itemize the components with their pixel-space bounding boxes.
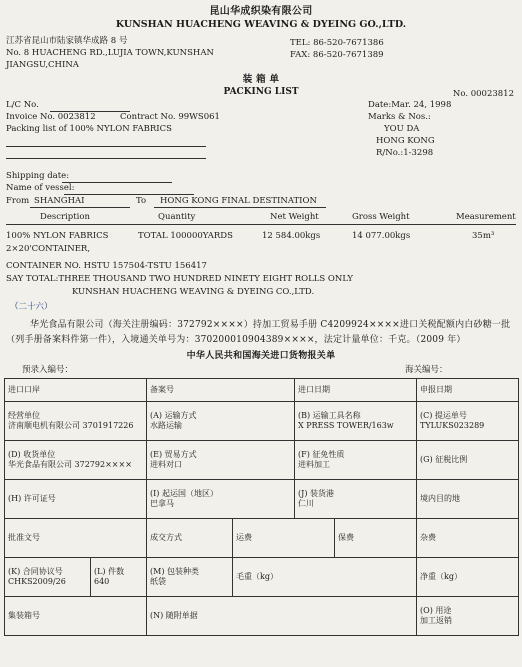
cell-gross-weight	[233, 558, 417, 597]
prerecord-no: 预录入编号：	[22, 365, 74, 375]
pieces-label: (L) 件数	[94, 567, 125, 576]
mark-you-da: YOU DA	[384, 124, 420, 134]
declaration-title: 中华人民共和国海关进口货物报关单	[186, 351, 336, 361]
packing-list-title-cn: 装 箱 单	[242, 74, 280, 85]
cell-pieces	[91, 558, 147, 597]
misc-label: 杂费	[420, 533, 437, 542]
col-description: Description	[40, 212, 90, 222]
declare-date-label: 申报日期	[420, 385, 453, 394]
container-number: CONTAINER NO. HSTU 157504-TSTU 156417	[6, 261, 207, 271]
cell-license-no	[5, 480, 147, 519]
cell-origin-country	[147, 480, 295, 519]
blank-line-2	[6, 158, 206, 159]
import-port-label: 进口口岸	[8, 385, 40, 394]
item-quantity: TOTAL 100000YARDS	[138, 231, 233, 241]
tax-nature-label: (F) 征免性质	[298, 450, 345, 459]
cell-container-no	[5, 597, 147, 636]
cell-bill-of-lading	[417, 402, 519, 441]
operator-label: 经营单位	[8, 411, 40, 420]
from-line	[30, 207, 130, 208]
cell-operator	[5, 402, 147, 441]
company-name-cn: 昆山华成织染有限公司	[209, 6, 313, 17]
operator-value: 济南顺电机有限公司 3701917226	[8, 421, 134, 430]
say-total: SAY TOTAL:THREE THOUSAND TWO HUNDRED NINETY EIGHT ROLLS ONLY	[6, 274, 354, 284]
packing-list-number: No. 00023812	[452, 89, 514, 99]
mark-rolls: R/No.:1-3298	[376, 148, 434, 158]
consignee-value: 华光食品有限公司 372792××××	[8, 460, 132, 469]
item-net-weight: 12 584.00kgs	[262, 231, 321, 241]
date: Date:Mar. 24, 1998	[368, 100, 452, 110]
packing-list-title-en: PACKING LIST	[223, 87, 299, 97]
origin-country-value: 巴拿马	[150, 499, 174, 508]
cell-consignee	[5, 441, 147, 480]
bl-value: TYLUKS023289	[420, 421, 485, 430]
usage-label: (O) 用途	[420, 606, 452, 615]
company-address-en-2: JIANGSU,CHINA	[6, 60, 79, 70]
consignee-label: (D) 收货单位	[8, 450, 56, 459]
marks-label: Marks & Nos.:	[368, 112, 431, 122]
license-no-label: (H) 许可证号	[8, 494, 56, 503]
cell-freight	[233, 519, 335, 558]
shipping-date-line	[62, 182, 172, 183]
company-fax: FAX: 86-520-7671389	[290, 50, 384, 60]
mark-hong-kong: HONG KONG	[376, 136, 435, 146]
question-text: 华光食品有限公司（海关注册编码：372792××××）持加工贸易手册 C4209924××××进口关税配额内白砂糖一批（列手册备案料件第一件），入境通关单号为：370200010904389××××，法定计量单位：千克。（2009 年）	[6, 320, 511, 346]
company-name-en: KUNSHAN HUACHENG WEAVING & DYEING GO.,LTD.	[115, 19, 407, 30]
cell-record-no	[147, 379, 295, 402]
lc-no: L/C No.	[6, 100, 39, 110]
import-date-label: 进口日期	[298, 385, 331, 394]
cell-transport-tool	[295, 402, 417, 441]
origin-country-label: (I) 起运国（地区）	[150, 489, 218, 498]
contract-no: Contract No. 99WS061	[120, 112, 220, 122]
col-net-weight: Net Weight	[270, 212, 319, 222]
trade-mode-label: (E) 贸易方式	[150, 450, 197, 459]
cell-import-date	[295, 379, 417, 402]
cell-misc	[417, 519, 519, 558]
container-no-label: 集装箱号	[8, 611, 40, 620]
cell-trade-mode	[147, 441, 295, 480]
item-description: 100% NYLON FABRICS	[6, 231, 109, 241]
packing-type-value: 纸袋	[150, 577, 166, 586]
loading-port-value: 仁川	[298, 499, 315, 508]
header-rule	[6, 224, 516, 225]
transport-mode-value: 水路运输	[150, 421, 182, 430]
cell-deal-mode	[147, 519, 233, 558]
to-line	[154, 207, 326, 208]
to-label: To	[136, 196, 147, 206]
insurance-label: 保费	[338, 533, 355, 542]
contract-label: (K) 合同协议号	[8, 567, 63, 576]
packing-list-of: Packing list of 100% NYLON FABRICS	[6, 124, 172, 134]
record-no-label: 备案号	[150, 385, 174, 394]
to-value: HONG KONG FINAL DESTINATION	[160, 196, 317, 206]
cell-usage	[417, 597, 519, 636]
packing-type-label: (M) 包装种类	[150, 567, 199, 576]
transport-tool-label: (B) 运输工具名称	[298, 411, 361, 420]
vessel-name: Name of vessel:	[6, 183, 75, 193]
cell-tax-ratio	[417, 441, 519, 480]
container-count: 2×20'CONTAINER,	[6, 244, 91, 254]
transport-tool-value: X PRESS TOWER/163w	[298, 421, 394, 430]
vessel-line	[64, 194, 194, 195]
tax-ratio-label: (G) 征税比例	[420, 455, 468, 464]
shipping-date: Shipping date:	[6, 171, 70, 181]
invoice-no: Invoice No. 0023812	[6, 112, 96, 122]
deal-mode-label: 成交方式	[150, 533, 182, 542]
cell-transport-mode	[147, 402, 295, 441]
tax-nature-value: 进料加工	[298, 460, 331, 469]
cell-tax-nature	[295, 441, 417, 480]
cell-declare-date	[417, 379, 519, 402]
customs-declaration-table	[4, 378, 519, 636]
freight-label: 运费	[236, 533, 252, 542]
bl-label: (C) 提运单号	[420, 411, 467, 420]
signature-company: KUNSHAN HUACHENG WEAVING & DYEING CO.,LTD.	[72, 287, 315, 297]
item-gross-weight: 14 077.00kgs	[352, 231, 411, 241]
cell-packing-type	[147, 558, 233, 597]
net-weight-label: 净重（kg）	[420, 572, 462, 581]
customs-no: 海关编号：	[405, 365, 448, 375]
destination-label: 境内目的地	[420, 494, 461, 503]
contract-value: CHKS2009/26	[8, 577, 66, 586]
approval-no-label: 批准文号	[8, 533, 40, 542]
cell-documents	[147, 597, 417, 636]
usage-value: 加工返销	[420, 616, 453, 625]
gross-weight-label: 毛重（kg）	[236, 572, 278, 581]
company-address-cn: 江苏省昆山市陆家镇华成路 8 号	[6, 36, 128, 46]
from-label: From	[6, 196, 30, 206]
cell-approval-no	[5, 519, 147, 558]
from-value: SHANGHAI	[34, 196, 85, 206]
cell-import-port	[5, 379, 147, 402]
col-gross-weight: Gross Weight	[352, 212, 410, 222]
company-tel: TEL: 86-520-7671386	[290, 38, 384, 48]
cell-destination	[417, 480, 519, 519]
item-measurement: 35m³	[472, 231, 495, 241]
cell-net-weight	[417, 558, 519, 597]
blank-line-1	[6, 146, 206, 147]
question-number: （二十六）	[10, 302, 53, 312]
pieces-value: 640	[94, 577, 110, 586]
cell-contract	[5, 558, 91, 597]
documents-label: (N) 随附单据	[150, 611, 198, 620]
trade-mode-value: 进料对口	[150, 460, 182, 469]
cell-loading-port	[295, 480, 417, 519]
col-quantity: Quantity	[158, 212, 196, 222]
loading-port-label: (J) 装货港	[298, 489, 335, 498]
col-measurement: Measurement	[456, 212, 516, 222]
company-address-en-1: No. 8 HUACHENG RD.,LUJIA TOWN,KUNSHAN	[6, 48, 214, 58]
cell-insurance	[335, 519, 417, 558]
transport-mode-label: (A) 运输方式	[150, 411, 197, 420]
